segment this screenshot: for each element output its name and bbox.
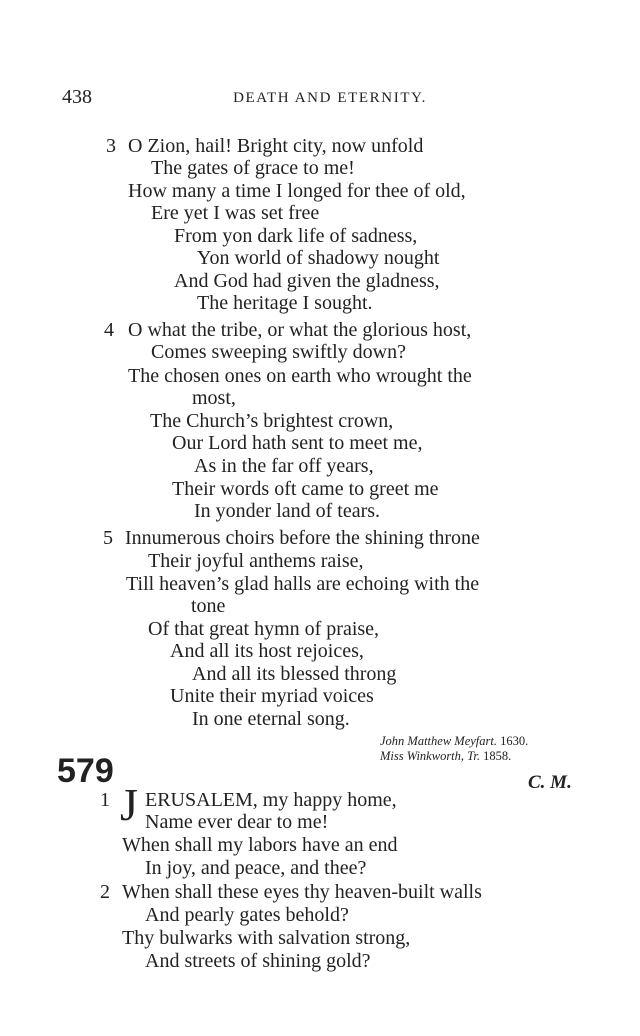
author-name: John Matthew Meyfart.: [380, 734, 497, 748]
verse-line: Unite their myriad voices: [170, 685, 374, 707]
verse-number: 1: [100, 789, 110, 811]
verse-line: In one eternal song.: [192, 708, 350, 730]
hymn-meter: C. M.: [528, 772, 572, 793]
verse-line: And pearly gates behold?: [145, 904, 349, 926]
verse-line: The Church’s brightest crown,: [150, 410, 394, 432]
verse-number: 5: [103, 527, 113, 549]
verse-line: As in the far off years,: [194, 455, 374, 477]
verse-line: Yon world of shadowy nought: [197, 247, 440, 269]
verse-line: tone: [191, 595, 226, 617]
verse-line: When shall these eyes thy heaven-built walls: [122, 881, 482, 903]
verse-line: Comes sweeping swiftly down?: [151, 341, 406, 363]
verse-line: When shall my labors have an end: [122, 834, 398, 856]
verse-number: 4: [104, 319, 114, 341]
verse-line: And all its host rejoices,: [170, 640, 364, 662]
translator-year: 1858.: [483, 749, 512, 763]
translator-name: Miss Winkworth, Tr.: [380, 749, 481, 763]
verse-number: 3: [106, 135, 116, 157]
verse-line: The gates of grace to me!: [151, 157, 355, 179]
verse-line: In joy, and peace, and thee?: [145, 857, 367, 879]
verse-line: How many a time I longed for thee of old,: [128, 180, 466, 202]
verse-line: Till heaven’s glad halls are echoing with the: [126, 573, 480, 595]
verse-line: most,: [192, 387, 236, 409]
verse-line: The chosen ones on earth who wrought the: [128, 365, 472, 387]
verse-line: And streets of shining gold?: [145, 950, 371, 972]
verse-line: And all its blessed throng: [192, 663, 397, 685]
verse-number: 2: [100, 881, 110, 903]
drop-cap: J: [120, 779, 138, 830]
verse-line: ERUSALEM, my happy home,: [145, 789, 397, 811]
verse-line: O Zion, hail! Bright city, now unfold: [128, 135, 424, 157]
verse-line: O what the tribe, or what the glorious host,: [128, 319, 472, 341]
running-title: DEATH AND ETERNITY.: [233, 90, 427, 106]
verse-line: Their words oft came to greet me: [172, 478, 439, 500]
hymn-number: 579: [57, 752, 114, 790]
author-year: 1630.: [500, 734, 529, 748]
translator-attribution: [380, 749, 511, 764]
verse-line: Thy bulwarks with salvation strong,: [122, 927, 411, 949]
verse-line: Their joyful anthems raise,: [148, 550, 364, 572]
page-number: 438: [62, 86, 92, 108]
verse-line: Name ever dear to me!: [145, 811, 329, 833]
author-attribution: [380, 734, 528, 749]
verse-line: The heritage I sought.: [197, 292, 373, 314]
verse-line: Innumerous choirs before the shining throne: [125, 527, 480, 549]
verse-line: Of that great hymn of praise,: [148, 618, 380, 640]
verse-line: And God had given the gladness,: [174, 270, 440, 292]
verse-line: In yonder land of tears.: [194, 500, 381, 522]
verse-line: From yon dark life of sadness,: [174, 225, 418, 247]
verse-line: Our Lord hath sent to meet me,: [172, 432, 423, 454]
verse-line: Ere yet I was set free: [151, 202, 320, 224]
